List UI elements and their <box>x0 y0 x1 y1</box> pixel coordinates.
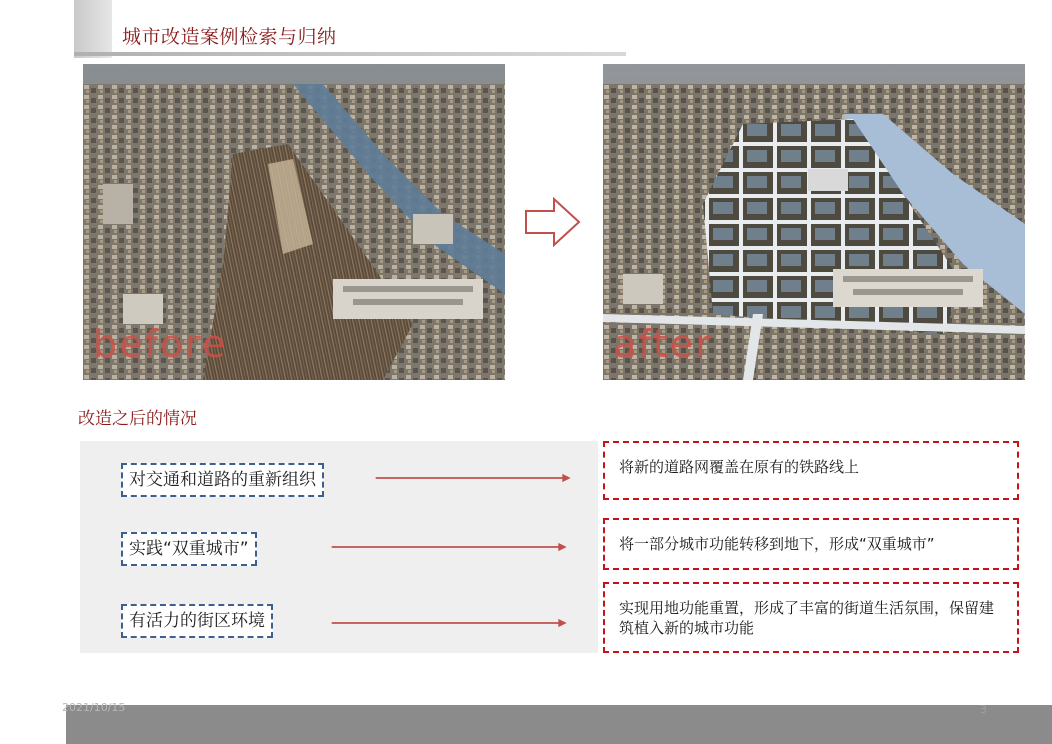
title-underline <box>74 52 626 56</box>
connector-arrow-1 <box>356 473 592 483</box>
page-number: 3 <box>980 703 987 716</box>
result-box-1: 将新的道路网覆盖在原有的铁路线上 <box>603 441 1019 500</box>
measure-box-3: 有活力的街区环境 <box>121 604 273 638</box>
result-box-2: 将一部分城市功能转移到地下，形成“双重城市” <box>603 518 1019 570</box>
right-arrow-icon <box>524 196 582 248</box>
title-accent-bar <box>74 0 112 58</box>
connector-arrow-2 <box>308 542 592 552</box>
measure-box-1: 对交通和道路的重新组织 <box>121 463 324 497</box>
footer-bar <box>66 705 1052 744</box>
result-box-3: 实现用地功能重置，形成了丰富的街道生活氛围，保留建筑植入新的城市功能 <box>603 582 1019 653</box>
page-title: 城市改造案例检索与归纳 <box>122 26 337 48</box>
after-photo <box>603 64 1025 380</box>
measure-box-2: 实践“双重城市” <box>121 532 257 566</box>
footer-date: 2021/10/15 <box>62 701 126 714</box>
section-subheading: 改造之后的情况 <box>78 409 197 429</box>
before-label: before <box>93 322 228 366</box>
after-label: after <box>613 322 713 366</box>
before-photo <box>83 64 505 380</box>
connector-arrow-3 <box>308 618 592 628</box>
